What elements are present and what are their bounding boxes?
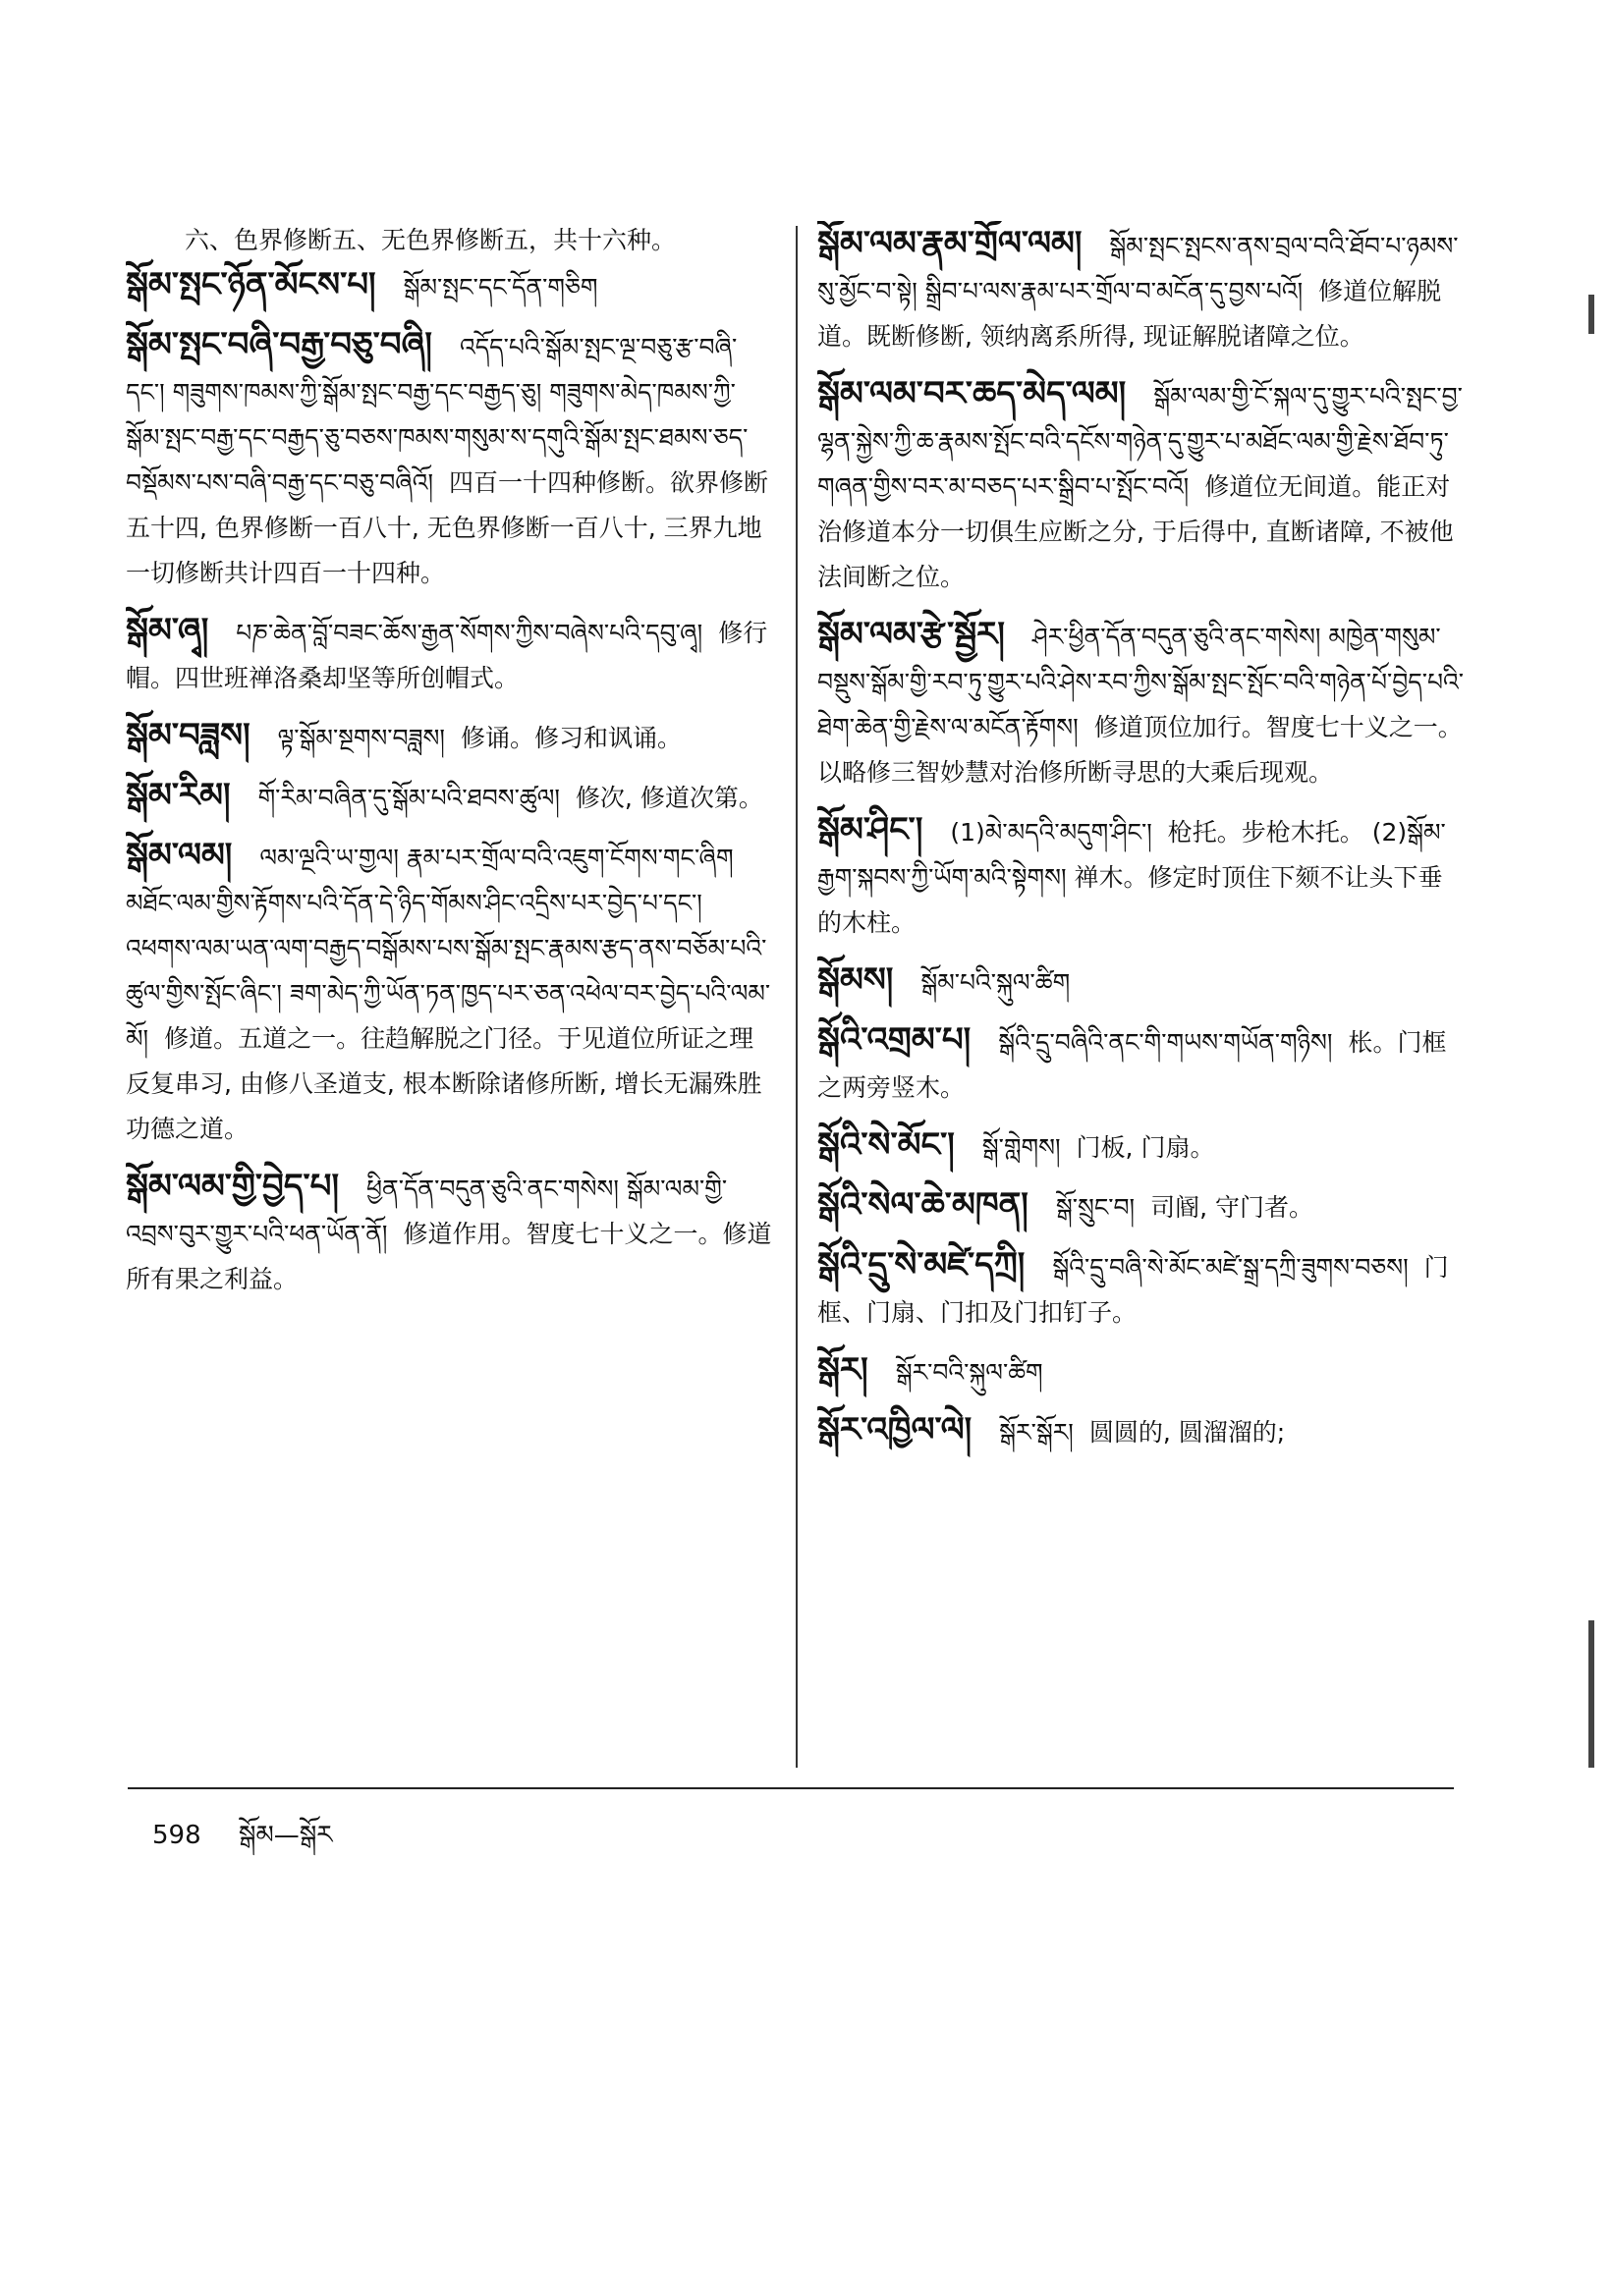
entry-tibetan-definition: ལྟ་སྒོམ་སྔགས་བཟླས། (277, 724, 445, 752)
dictionary-entry (817, 1347, 1466, 1395)
dictionary-entry (126, 262, 774, 310)
entry-tibetan-definition: སྒོམ་ལམ་གྱི་ངོ་སྐལ་དུ་གྱུར་པའི་སྤང་བྱ་ལྷན་སྐྱེས་ཀྱི་ཆ་རྣམས་སྤོང་བའི་དངོས་གཉེན་དུ་གྱུར་པ་མཐོང་ལམ་གྱི་རྗེས་ཐོབ་ཏུ་གཞན་གྱིས་བར་མ་བཅད་པར་སྒྲིབ་པ་སྤོང་བའོ། (817, 382, 1463, 501)
entry-chinese-definition: 枪托。步枪木托。 (2)སྒོམ་རྒྱག་སྐབས་ཀྱི་ཡོག་མའི་སྟེགས། 禅木。修定时顶住下颏不让头下垂的木柱。 (817, 818, 1446, 937)
entry-chinese-definition: 修道顶位加行。智度七十义之一。以略修三智妙慧对治修所断寻思的大乘后现观。 (817, 713, 1463, 787)
right-column (817, 221, 1466, 2001)
entry-headword: སྒོམ་ལམ་གྱི་བྱེད་པ། (126, 1167, 339, 1206)
entry-headword: སྒོམ་ཤིང་། (817, 810, 923, 849)
dictionary-entry (817, 807, 1466, 946)
page-footer (152, 1807, 332, 1879)
dictionary-entry (126, 713, 774, 761)
entry-chinese-definition: 修诵。修习和讽诵。 (460, 724, 682, 752)
entry-headword: སྒོམ་ལམ་བར་ཆད་མེད་ལམ། (817, 374, 1127, 413)
entry-headword: སྒོམ་སྤང་བཞི་བརྒྱ་བཅུ་བཞི། (126, 325, 432, 364)
entry-chinese-definition: 修道作用。智度七十义之一。修道所有果之利益。 (126, 1220, 772, 1293)
entry-chinese-definition: 枨。门框之两旁竖木。 (817, 1028, 1447, 1102)
dictionary-entry (126, 833, 774, 1152)
entry-headword: སྒོམས། (817, 960, 894, 1000)
entry-headword: སྒོམ་བཟླས། (126, 716, 250, 755)
dictionary-entry (126, 322, 774, 596)
dictionary-entry (817, 371, 1466, 600)
continued-text: 六、色界修断五、无色界修断五，共十六种。 (185, 226, 677, 254)
margin-mark (1588, 295, 1594, 334)
entry-headword: སྒོར། (817, 1350, 868, 1390)
entry-tibetan-definition: སྒོའི་དྲུ་བཞི་སེ་མོང་མཛེ་སྒྲ་དཀྲི་ཟུགས་བཅས། (1052, 1253, 1409, 1282)
entry-tibetan-definition: སྒོམ་པའི་སྐུལ་ཚིག (920, 968, 1071, 997)
entry-tibetan-definition: སྒོ་གླེགས། (981, 1133, 1061, 1162)
entry-tibetan-definition: འདོད་པའི་སྒོམ་སྤང་ལྔ་བཅུ་རྩ་བཞི་དང་། གཟུགས་ཁམས་ཀྱི་སྒོམ་སྤང་བརྒྱ་དང་བརྒྱད་ཅུ། གཟུགས་མེད་ཁམས་ཀྱི་སྒོམ་སྤང་བརྒྱ་དང་བརྒྱད་ཅུ་བཅས་ཁམས་གསུམ་ས་དགུའི་སྒོམ་སྤང་ཐམས་ཅད་བསྡོམས་པས་བཞི་བརྒྱ་དང་བཅུ་བཞིའོ། (126, 333, 749, 497)
entry-chinese-definition: 修次, 修道次第。 (575, 784, 763, 812)
entry-headword: སྒོམ་ལམ་རྩེ་སྦྱོར། (817, 615, 1005, 654)
entry-headword: སྒོམ་ལམ་རྣམ་གྲོལ་ལམ། (817, 224, 1083, 263)
entry-chinese-definition: 司阍, 守门者。 (1150, 1193, 1314, 1222)
entry-headword: སྒོའི་སེལ་ཆེ་མཁན། (817, 1185, 1028, 1225)
page-number: 598 (152, 1821, 201, 1850)
column-divider (796, 226, 798, 1768)
dictionary-entry (817, 1122, 1466, 1171)
entry-tibetan-definition: པཎ་ཆེན་བློ་བཟང་ཆོས་རྒྱན་སོགས་ཀྱིས་བཞེས་པའི་དབུ་ཞྭ། (236, 619, 703, 647)
entry-headword: སྒོར་འཁྱིལ་ལེ། (817, 1410, 973, 1449)
page-range: སྒོམ—སྒོར (238, 1821, 333, 1850)
entry-headword: སྒོམ་ཞྭ། (126, 611, 209, 650)
dictionary-entry (817, 1407, 1466, 1455)
dictionary-entry (126, 1164, 774, 1302)
dictionary-entry (817, 1017, 1466, 1111)
entry-chinese-definition: 门板, 门扇。 (1076, 1133, 1215, 1162)
dictionary-entry (126, 773, 774, 821)
entry-chinese-definition: 门框、门扇、门扣及门扣钉子。 (817, 1253, 1449, 1327)
margin-mark (1588, 1620, 1594, 1768)
entry-headword: སྒོའི་དྲུ་སེ་མཛེ་དཀྲི། (817, 1245, 1026, 1285)
entry-tibetan-definition: སྒོམ་སྤང་དང་དོན་གཅིག (403, 273, 598, 301)
entry-tibetan-definition: ཕྱིན་དོན་བདུན་ཅུའི་ནང་གསེས། སྒོམ་ལམ་གྱི་འབྲས་བུར་གྱུར་པའི་ཕན་ཡོན་ནོ། (126, 1175, 728, 1248)
entry-tibetan-definition: (1)མེ་མདའི་མདུག་ཤིང་། (950, 818, 1152, 847)
dictionary-entry (817, 1182, 1466, 1230)
dictionary-entry (817, 612, 1466, 795)
dictionary-entry (817, 957, 1466, 1006)
dictionary-entry (817, 221, 1466, 359)
entry-tibetan-definition: སྒོ་སྲུང་བ། (1055, 1193, 1136, 1222)
entry-chinese-definition: 修道位无间道。能正对治修道本分一切俱生应断之分, 于后得中, 直断诸障, 不被他法间断之位。 (817, 472, 1454, 591)
footer-rule (128, 1787, 1454, 1789)
entry-headword: སྒོའི་སེ་མོང་། (817, 1125, 955, 1165)
entry-tibetan-definition: གོ་རིམ་བཞིན་དུ་སྒོམ་པའི་ཐབས་ཚུལ། (257, 784, 560, 812)
entry-headword: སྒོམ་ལམ། (126, 836, 233, 875)
entry-tibetan-definition: ལམ་ལྔའི་ཡ་གྱལ། རྣམ་པར་གྲོལ་བའི་འཇུག་ངོགས་གང་ཞིག མཐོང་ལམ་གྱིས་རྟོགས་པའི་དོན་དེ་ཉིད་གོམས་ཤིང་འདྲིས་པར་བྱེད་པ་དང་། འཕགས་ལམ་ཡན་ལག་བརྒྱད་བསྒོམས་པས་སྒོམ་སྤང་རྣམས་རྩད་ནས་བཅོམ་པའི་ཚུལ་གྱིས་སྤོང་ཞིང་། ཟག་མེད་ཀྱི་ཡོན་ཏན་ཁྱད་པར་ཅན་འཕེལ་བར་བྱེད་པའི་ལམ་མོ། (126, 844, 771, 1053)
entry-headword: སྒོམ་རིམ། (126, 776, 231, 815)
entry-chinese-definition: 四百一十四种修断。欲界修断五十四, 色界修断一百八十, 无色界修断一百八十, 三界九地一切修断共计四百一十四种。 (126, 468, 769, 587)
entry-chinese-definition: 修道位解脱道。既断修断, 领纳离系所得, 现证解脱诸障之位。 (817, 277, 1442, 351)
entry-tibetan-definition: སྒོར་སྒོར། (999, 1418, 1074, 1447)
entry-tibetan-definition: སྒོའི་དྲུ་བཞིའི་ནང་གི་གཡས་གཡོན་གཉིས། (998, 1028, 1333, 1057)
entry-chinese-definition: 圆圆的, 圆溜溜的; (1088, 1418, 1286, 1447)
entry-chinese-definition: 修行帽。四世班禅洛桑却坚等所创帽式。 (126, 619, 768, 692)
entry-headword: སྒོམ་སྤང་ཉོན་མོངས་པ། (126, 265, 376, 304)
entry-headword: སྒོའི་འགྲམ་པ། (817, 1020, 972, 1060)
dictionary-entry (126, 608, 774, 701)
left-column (126, 221, 774, 2001)
entry-tibetan-definition: སྒོམ་སྤང་སྤངས་ནས་བྲལ་བའི་ཐོབ་པ་ཉམས་སུ་མྱོང་བ་སྟེ། སྒྲིབ་པ་ལས་རྣམ་པར་གྲོལ་བ་མངོན་དུ་བྱས་པའོ། (817, 232, 1459, 305)
dictionary-entry (817, 1242, 1466, 1336)
entry-tibetan-definition: ཤེར་ཕྱིན་དོན་བདུན་ཅུའི་ནང་གསེས། མཁྱེན་གསུམ་བསྡུས་སྒོམ་གྱི་རབ་ཏུ་གྱུར་པའི་ཤེས་རབ་ཀྱིས་སྒོམ་སྤང་སྤོང་བའི་གཉེན་པོ་བྱེད་པའི་ཐེག་ཆེན་གྱི་རྗེས་ལ་མངོན་རྟོགས། (817, 623, 1465, 741)
entry-tibetan-definition: སྒོར་བའི་སྐུལ་ཚིག (895, 1358, 1043, 1387)
entry-chinese-definition: 修道。五道之一。往趋解脱之门径。于见道位所证之理反复串习, 由修八圣道支, 根本断除诸修所断, 增长无漏殊胜功德之道。 (126, 1024, 762, 1143)
